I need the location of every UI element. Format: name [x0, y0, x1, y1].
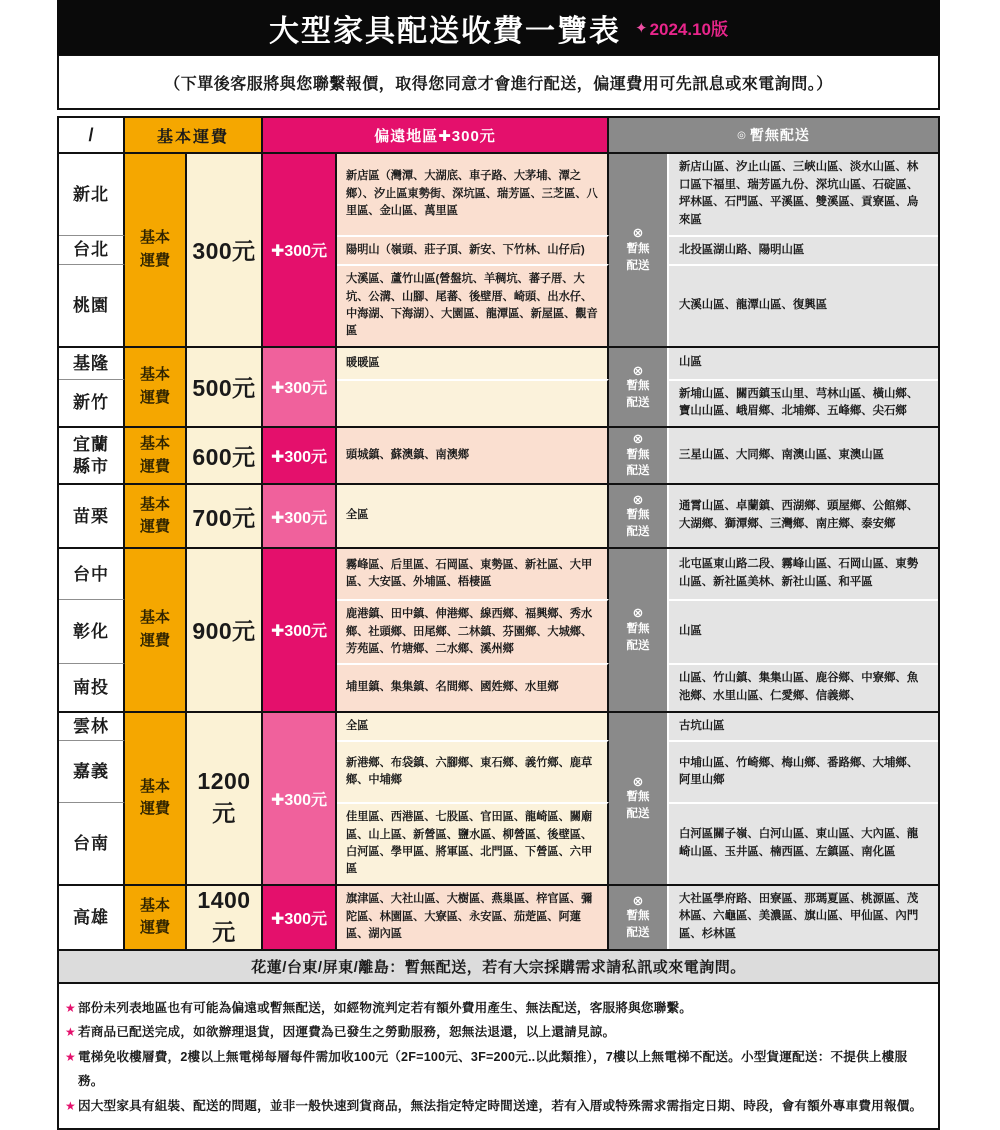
- no-delivery-label: ⊗ 暫無 配送: [609, 154, 669, 346]
- crossed-circle-icon: ⊗: [632, 892, 644, 908]
- region-label: 高雄: [59, 886, 125, 949]
- remote-areas: 新店區（灣潭、大湖底、車子路、大茅埔、潭之鄉）、汐止區東勢街、深坑區、瑞芳區、三芝區、八里區、金山區、萬里區: [337, 154, 609, 235]
- remote-areas: 全區: [337, 485, 609, 547]
- no-delivery-areas: 三星山區、大同鄉、南澳山區、東澳山區: [669, 428, 938, 483]
- remote-surcharge: ✚300元: [263, 428, 337, 483]
- crossed-circle-icon: ⊗: [632, 362, 644, 378]
- no-delivery-areas: 中埔山區、竹崎鄉、梅山鄉、番路鄉、大埔鄉、阿里山鄉: [669, 740, 938, 802]
- region-label: 新北: [59, 154, 125, 235]
- region-label: 雲林: [59, 713, 125, 741]
- basic-fee-label: 基本 運費: [125, 485, 187, 547]
- star-icon: ★: [65, 1098, 76, 1113]
- remote-surcharge: ✚300元: [263, 348, 337, 426]
- remote-areas: 埔里鎮、集集鎮、名間鄉、國姓鄉、水里鄉: [337, 663, 609, 710]
- footnote-line: ★ 若商品已配送完成，如欲辦理退貨，因運費為已發生之勞動服務，恕無法退還，以上還請見諒。: [65, 1020, 930, 1045]
- no-delivery-areas: 白河區關子嶺、白河山區、東山區、大內區、龍崎山區、玉井區、楠西區、左鎮區、南化區: [669, 802, 938, 883]
- region-label: 南投: [59, 663, 125, 710]
- no-delivery-areas: 北投區湖山路、陽明山區: [669, 235, 938, 265]
- region-label: 桃園: [59, 264, 125, 345]
- base-price: 700元: [187, 485, 263, 547]
- base-price: 600元: [187, 428, 263, 483]
- crossed-circle-icon: ⊗: [632, 225, 644, 241]
- region-label: 基隆: [59, 348, 125, 379]
- remote-surcharge: ✚300元: [263, 549, 337, 710]
- basic-fee-label: 基本 運費: [125, 549, 187, 710]
- base-price: 900元: [187, 549, 263, 710]
- no-delivery-areas: 山區: [669, 348, 938, 379]
- region-label: 苗栗: [59, 485, 125, 547]
- fee-group-300: [59, 154, 938, 346]
- remote-areas: [337, 379, 609, 426]
- star-icon: ★: [65, 1049, 76, 1064]
- remote-areas: 大溪區、蘆竹山區(營盤坑、羊稠坑、蕃子厝、大坑、公溝、山腳、尾蕃、後壁厝、崎頭、出水仔、中海湖、下海湖）、大園區、龍潭區、新屋區、觀音區: [337, 264, 609, 345]
- no-delivery-label: ⊗ 暫無 配送: [609, 886, 669, 949]
- fee-group-1200: [59, 711, 938, 884]
- footnotes: [59, 982, 938, 1129]
- basic-fee-label: 基本 運費: [125, 886, 187, 949]
- no-delivery-areas: 山區: [669, 599, 938, 663]
- star-icon: ★: [65, 1025, 76, 1040]
- crossed-circle-icon: ⊗: [632, 491, 644, 507]
- remote-surcharge: ✚300元: [263, 154, 337, 346]
- region-label: 新竹: [59, 379, 125, 426]
- circle-icon: ◎: [737, 129, 747, 141]
- fee-sheet: [57, 0, 940, 1130]
- fee-table: [57, 116, 940, 1130]
- remote-surcharge: ✚300元: [263, 713, 337, 884]
- no-delivery-label: ⊗ 暫無 配送: [609, 428, 669, 483]
- fee-group-500: [59, 346, 938, 426]
- region-label: 彰化: [59, 599, 125, 663]
- basic-fee-label: 基本 運費: [125, 713, 187, 884]
- header-region: /: [59, 118, 125, 152]
- no-delivery-areas: 新埔山區、關西鎮玉山里、芎林山區、橫山鄉、寶山山區、峨眉鄉、北埔鄉、五峰鄉、尖石鄉: [669, 379, 938, 426]
- no-delivery-areas: 北屯區東山路二段、霧峰山區、石岡山區、東勢山區、新社區美林、新社山區、和平區: [669, 549, 938, 599]
- base-price: 1200元: [187, 713, 263, 884]
- no-delivery-areas: 大社區學府路、田寮區、那瑪夏區、桃源區、茂林區、六龜區、美濃區、旗山區、甲仙區、內門區、杉林區: [669, 886, 938, 949]
- fee-group-600: [59, 426, 938, 483]
- basic-fee-label: 基本 運費: [125, 348, 187, 426]
- header-remote-area: 偏遠地區✚300元: [263, 118, 609, 152]
- crossed-circle-icon: ⊗: [632, 605, 644, 621]
- diamond-icon: ✦: [634, 19, 648, 37]
- title-banner: [57, 0, 940, 55]
- base-price: 1400元: [187, 886, 263, 949]
- footnote-line: ★ 部份未列表地區也有可能為偏遠或暫無配送，如經物流判定若有額外費用產生、無法配送，客服將與您聯繫。: [65, 996, 930, 1021]
- region-label: 宜蘭 縣市: [59, 428, 125, 483]
- crossed-circle-icon: ⊗: [632, 773, 644, 789]
- region-label: 台中: [59, 549, 125, 599]
- footnote-line: ★ 因大型家具有組裝、配送的問題，並非一般快速到貨商品，無法指定特定時間送達，若有入厝或特殊需求需指定日期、時段，會有額外專車費用報價。: [65, 1094, 930, 1119]
- remote-areas: 暖暖區: [337, 348, 609, 379]
- remote-areas: 新港鄉、布袋鎮、六腳鄉、東石鄉、義竹鄉、鹿草鄉、中埔鄉: [337, 740, 609, 802]
- no-delivery-label: ⊗ 暫無 配送: [609, 485, 669, 547]
- remote-areas: 頭城鎮、蘇澳鎮、南澳鄉: [337, 428, 609, 483]
- no-delivery-region-notice: 花蓮/台東/屏東/離島：暫無配送，若有大宗採購需求請私訊或來電詢問。: [59, 949, 938, 982]
- basic-fee-label: 基本 運費: [125, 428, 187, 483]
- fee-group-1400: [59, 884, 938, 949]
- no-delivery-areas: 通霄山區、卓蘭鎮、西湖鄉、頭屋鄉、公館鄉、大湖鄉、獅潭鄉、三灣鄉、南庄鄉、泰安鄉: [669, 485, 938, 547]
- base-price: 500元: [187, 348, 263, 426]
- header-no-delivery: ◎ 暫無配送: [609, 118, 938, 152]
- remote-surcharge: ✚300元: [263, 886, 337, 949]
- region-label: 台北: [59, 235, 125, 265]
- no-delivery-areas: 大溪山區、龍潭山區、復興區: [669, 264, 938, 345]
- page-title: 大型家具配送收費一覽表: [268, 14, 621, 48]
- remote-surcharge: ✚300元: [263, 485, 337, 547]
- region-label: 台南: [59, 802, 125, 883]
- version-label: 2024.10版: [649, 20, 729, 39]
- subtitle-note: （下單後客服將與您聯繫報價，取得您同意才會進行配送，偏運費用可先訊息或來電詢問。）: [57, 55, 940, 110]
- crossed-circle-icon: ⊗: [632, 431, 644, 447]
- remote-areas: 全區: [337, 713, 609, 741]
- remote-areas: 霧峰區、后里區、石岡區、東勢區、新社區、大甲區、大安區、外埔區、梧棲區: [337, 549, 609, 599]
- basic-fee-label: 基本 運費: [125, 154, 187, 346]
- no-delivery-areas: 新店山區、汐止山區、三峽山區、淡水山區、林口區下福里、瑞芳區九份、深坑山區、石碇區、坪林區、石門區、平溪區、雙溪區、貢寮區、烏來區: [669, 154, 938, 235]
- remote-areas: 鹿港鎮、田中鎮、伸港鄉、線西鄉、福興鄉、秀水鄉、社頭鄉、田尾鄉、二林鎮、芬園鄉、大城鄉、芳苑區、竹塘鄉、二水鄉、溪州鄉: [337, 599, 609, 663]
- table-header-row: [59, 118, 938, 154]
- remote-areas: 陽明山（嶺頭、莊子頂、新安、下竹林、山仔后): [337, 235, 609, 265]
- fee-group-700: [59, 483, 938, 547]
- base-price: 300元: [187, 154, 263, 346]
- no-delivery-label: ⊗ 暫無 配送: [609, 348, 669, 426]
- region-label: 嘉義: [59, 740, 125, 802]
- header-basic-fee: 基本運費: [125, 118, 263, 152]
- no-delivery-areas: 古坑山區: [669, 713, 938, 741]
- footnote-line: ★ 電梯免收樓層費，2樓以上無電梯每層每件需加收100元（2F=100元、3F=200元..以此類推），7樓以上無電梯不配送。小型貨運配送：不提供上樓服務。: [65, 1045, 930, 1094]
- no-delivery-label: ⊗ 暫無 配送: [609, 713, 669, 884]
- star-icon: ★: [65, 1000, 76, 1015]
- version-badge: [635, 15, 728, 40]
- remote-areas: 佳里區、西港區、七股區、官田區、龍崎區、關廟區、山上區、新營區、鹽水區、柳營區、後壁區、白河區、學甲區、將軍區、北門區、下營區、六甲區: [337, 802, 609, 883]
- fee-group-900: [59, 547, 938, 710]
- no-delivery-label: ⊗ 暫無 配送: [609, 549, 669, 710]
- no-delivery-areas: 山區、竹山鎮、集集山區、鹿谷鄉、中寮鄉、魚池鄉、水里山區、仁愛鄉、信義鄉、: [669, 663, 938, 710]
- remote-areas: 旗津區、大社山區、大樹區、燕巢區、梓官區、彌陀區、林園區、大寮區、永安區、茄萣區、阿蓮區、湖內區: [337, 886, 609, 949]
